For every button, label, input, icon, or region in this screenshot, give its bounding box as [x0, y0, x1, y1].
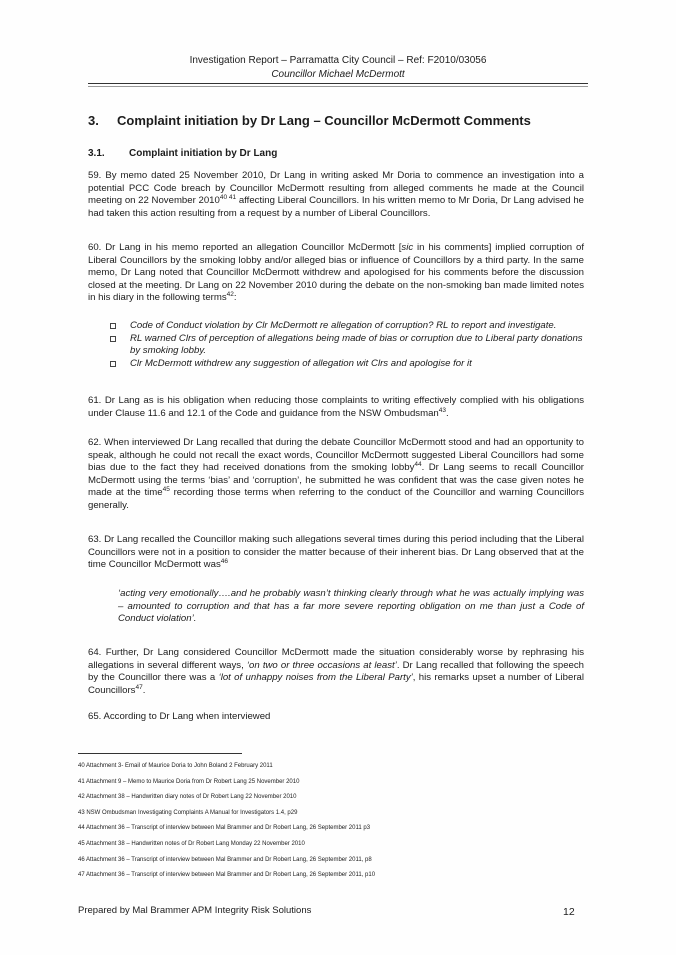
- header-divider-secondary: [88, 86, 588, 87]
- paragraph-64-text-a: 64. Further, Dr Lang considered Councillor McDermott made the situation considerably worse by rephrasing his allegations in several different ways,: [88, 647, 584, 671]
- footnote-item: 40 Attachment 3- Email of Maurice Doria to John Boland 2 February 2011: [78, 763, 273, 769]
- footer-prepared-by: Prepared by Mal Brammer APM Integrity Risk Solutions: [78, 905, 312, 916]
- paragraph-64-text-d: .: [142, 684, 146, 696]
- paragraph-64-text-c: , his remarks upset a number of Liberal Councillors: [88, 672, 584, 696]
- paragraph-60-text-a: 60. Dr Lang in his memo reported an allegation Councillor McDermott [: [88, 242, 402, 253]
- footnote-ref-43: 43: [438, 406, 446, 414]
- page-number: 12: [563, 906, 575, 918]
- footnote-ref-42: 42: [226, 291, 234, 299]
- bullet-square-icon: [110, 336, 116, 342]
- bullet-square-icon: [110, 361, 116, 367]
- footnote-divider: [78, 753, 242, 754]
- paragraph-62: [88, 437, 584, 513]
- paragraph-62-text-a: 62. When interviewed Dr Lang recalled that during the debate Councillor McDermott stood and had an opportunity to speak, although he could not recall the exact words, Councillor McDermott suggested Liberal Councillors had some bias due to the fact they had received donations from the smoking lobby: [88, 437, 584, 474]
- list-item-text: RL warned Clrs of perception of allegations being made of bias or corruption due to Liberal party donations by smoking lobby.: [130, 332, 583, 357]
- quoted-phrase-occasions: ‘on two or three occasions at least’: [246, 659, 397, 671]
- paragraph-64-text-b: . Dr Lang recalled that following the speech by the Councillor there was a: [88, 659, 584, 684]
- footnotes-list: [78, 759, 578, 884]
- list-item: [110, 358, 584, 371]
- footnote-ref-45: 45: [162, 486, 170, 494]
- paragraph-59: [88, 170, 584, 220]
- footnote-item: 45 Attachment 38 – Handwritten notes of Dr Robert Lang Monday 22 November 2010: [78, 840, 305, 847]
- paragraph-63: [88, 534, 584, 572]
- list-item: [110, 333, 584, 358]
- footnote-ref-46: 46: [220, 558, 228, 565]
- footnote-item: 41 Attachment 9 – Memo to Maurice Doria from Dr Robert Lang 25 November 2010: [78, 778, 300, 785]
- footnote-item: 42 Attachment 38 – Handwritten diary notes of Dr Robert Lang 22 November 2010: [78, 794, 297, 801]
- paragraph-63-text: 63. Dr Lang recalled the Councillor making such allegations several times during this period including that the Liberal Councillors were not in a position to consider the matter because of their inherent bias. Dr Lang observed that at the time Councillor McDermott was: [88, 534, 584, 571]
- paragraph-62-text-c: recording those terms when referring to the conduct of the Councillor and warning Councillors generally.: [88, 487, 584, 511]
- footnote-item: 47 Attachment 36 – Transcript of interview between Mal Brammer and Dr Robert Lang, 26 September 2011, p10: [78, 872, 376, 879]
- diary-notes-list: [110, 320, 584, 370]
- list-item-text: Code of Conduct violation by Clr McDermott re allegation of corruption? RL to report and investigate.: [130, 320, 557, 331]
- paragraph-60-text-c: :: [233, 292, 237, 304]
- paragraph-62-text-b: . Dr Lang seems to recall Councillor McDermott using the terms ‘bias’ and ‘corruption’, he submitted he was confident that was the case given notes he made at the time: [88, 462, 584, 499]
- paragraph-61-text-a: 61. Dr Lang as is his obligation when reducing those complaints to writing effectively complied with his obligations under Clause 11.6 and 12.1 of the Code and guidance from the NSW Ombudsman: [88, 395, 584, 419]
- interview-quote: ‘acting very emotionally….and he probably wasn’t thinking clearly through what he was actually implying was – amounted to corruption and that has a far more severe reporting obligation on me than just a Code of Conduct violation’.: [118, 588, 584, 625]
- paragraph-65: 65. According to Dr Lang when interviewed: [88, 711, 271, 722]
- paragraph-61: [88, 395, 584, 420]
- footnote-item: 46 Attachment 36 – Transcript of interview between Mal Brammer and Dr Robert Lang, 26 September 2011, p8: [78, 856, 372, 863]
- section-number: 3.: [88, 113, 99, 128]
- section-title: Complaint initiation by Dr Lang – Councillor McDermott Comments: [117, 113, 531, 128]
- report-header-title: Investigation Report – Parramatta City Council – Ref: F2010/03056: [189, 55, 487, 66]
- header-divider: [88, 83, 588, 84]
- paragraph-59-text-a: 59. By memo dated 25 November 2010, Dr Lang in writing asked Mr Doria to commence an investigation into a potential PCC Code breach by Councillor McDermott resulting from alleged comments he made at the Council meeting on 22 November 2010: [88, 170, 584, 207]
- quoted-phrase-noises: ‘lot of unhappy noises from the Liberal Party’: [218, 672, 413, 684]
- paragraph-61-text-b: .: [445, 407, 449, 419]
- paragraph-60-text-b: in his comments] implied corruption of Liberal Councillors by the smoking lobby and/or alleged bias or influence of Councillors by a third party. In the same memo, Dr Lang noted that Councillor McDermott withdrew and apologised for his comments before the discussion closed at the meeting. Dr Lang on 22 November 2010 during the debate on the non-smoking ban made limited notes in his diary in the following terms: [88, 242, 584, 304]
- footnote-item: 43 NSW Ombudsman Investigating Complaints A Manual for Investigators 1.4, p29: [78, 809, 298, 816]
- footnote-ref-40-41: 40 41: [219, 194, 237, 201]
- subsection-number: 3.1.: [88, 148, 105, 159]
- report-header-subject: Councillor Michael McDermott: [271, 69, 405, 80]
- sic-annotation: sic: [401, 242, 414, 253]
- paragraph-60: [88, 242, 584, 305]
- bullet-square-icon: [110, 323, 116, 329]
- paragraph-59-text-b: affecting Liberal Councillors. In his written memo to Mr Doria, Dr Lang advised he had taken this action resulting from a request by a number of Liberal Councillors.: [88, 195, 584, 219]
- list-item-text: Clr McDermott withdrew any suggestion of allegation wit Clrs and apologise for it: [130, 357, 472, 369]
- footnote-ref-47: 47: [135, 683, 143, 691]
- footnote-ref-44: 44: [414, 461, 422, 468]
- paragraph-64: [88, 647, 584, 697]
- footnote-item: 44 Attachment 36 – Transcript of interview between Mal Brammer and Dr Robert Lang, 26 September 2011 p3: [78, 825, 371, 832]
- list-item: [110, 320, 584, 333]
- subsection-title: Complaint initiation by Dr Lang: [129, 148, 278, 159]
